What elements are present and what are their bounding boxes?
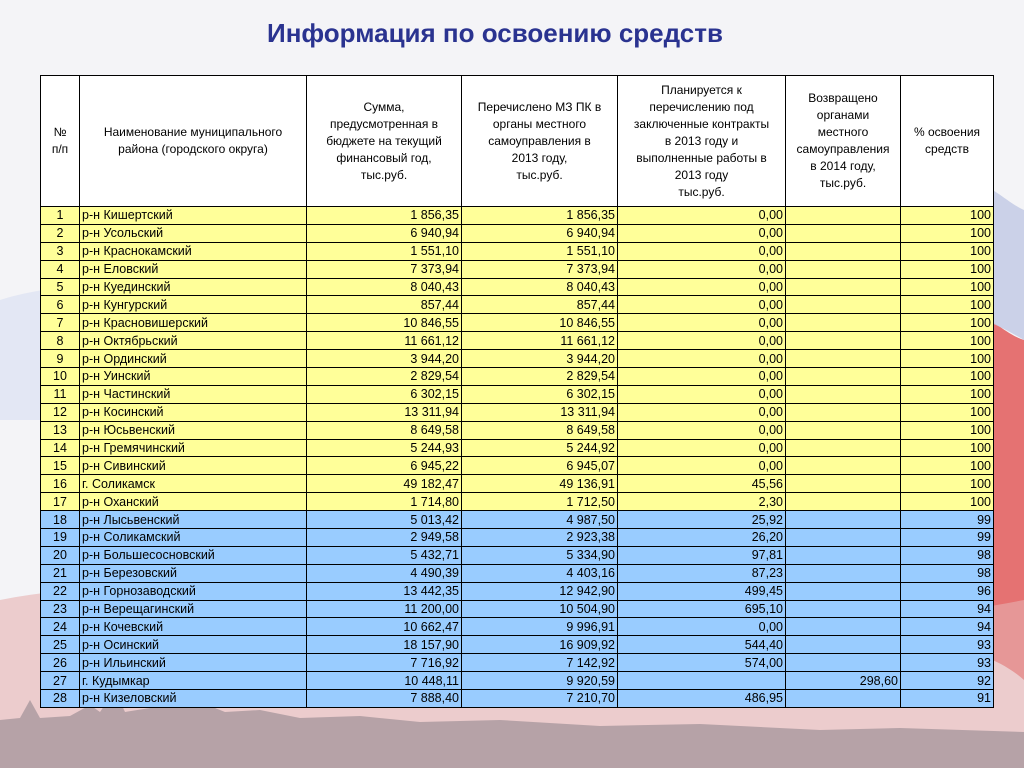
cell-planned: 0,00 <box>618 207 786 225</box>
cell-number: 1 <box>41 207 80 225</box>
header-planned: Планируется к перечислению под заключенные контракты в 2013 году и выполненные работы в 2013 году тыс.руб. <box>618 76 786 207</box>
cell-number: 21 <box>41 564 80 582</box>
cell-number: 5 <box>41 278 80 296</box>
cell-municipality: р-н Красновишерский <box>80 314 307 332</box>
cell-municipality: р-н Березовский <box>80 564 307 582</box>
cell-municipality: г. Кудымкар <box>80 672 307 690</box>
cell-transferred: 49 136,91 <box>462 475 618 493</box>
cell-returned <box>786 314 901 332</box>
cell-municipality: р-н Осинский <box>80 636 307 654</box>
cell-returned <box>786 618 901 636</box>
table-row <box>41 475 994 493</box>
cell-municipality: р-н Уинский <box>80 368 307 386</box>
cell-percent: 100 <box>901 242 994 260</box>
cell-percent: 100 <box>901 421 994 439</box>
cell-budget-sum: 7 888,40 <box>307 690 462 708</box>
header-returned: Возвращено органами местного самоуправления в 2014 году, тыс.руб. <box>786 76 901 207</box>
table-row <box>41 439 994 457</box>
table-row <box>41 690 994 708</box>
header-percent: % освоения средств <box>901 76 994 207</box>
cell-transferred: 1 551,10 <box>462 242 618 260</box>
cell-transferred: 7 210,70 <box>462 690 618 708</box>
cell-percent: 94 <box>901 600 994 618</box>
cell-number: 13 <box>41 421 80 439</box>
cell-municipality: р-н Горнозаводский <box>80 582 307 600</box>
cell-planned: 0,00 <box>618 314 786 332</box>
cell-planned <box>618 672 786 690</box>
cell-number: 19 <box>41 529 80 547</box>
cell-transferred: 7 142,92 <box>462 654 618 672</box>
table-row <box>41 457 994 475</box>
cell-transferred: 6 945,07 <box>462 457 618 475</box>
cell-municipality: р-н Юсьвенский <box>80 421 307 439</box>
cell-returned <box>786 207 901 225</box>
cell-municipality: р-н Соликамский <box>80 529 307 547</box>
cell-transferred: 10 846,55 <box>462 314 618 332</box>
cell-percent: 100 <box>901 332 994 350</box>
cell-planned: 0,00 <box>618 332 786 350</box>
cell-transferred: 7 373,94 <box>462 260 618 278</box>
header-number: № п/п <box>41 76 80 207</box>
cell-percent: 92 <box>901 672 994 690</box>
cell-returned <box>786 564 901 582</box>
cell-budget-sum: 13 442,35 <box>307 582 462 600</box>
cell-municipality: р-н Большесосновский <box>80 546 307 564</box>
cell-transferred: 9 996,91 <box>462 618 618 636</box>
table-row <box>41 421 994 439</box>
cell-budget-sum: 6 302,15 <box>307 385 462 403</box>
cell-number: 16 <box>41 475 80 493</box>
cell-transferred: 5 334,90 <box>462 546 618 564</box>
table-row <box>41 278 994 296</box>
header-municipality: Наименование муниципального района (городского округа) <box>80 76 307 207</box>
cell-planned: 0,00 <box>618 421 786 439</box>
cell-returned <box>786 511 901 529</box>
cell-municipality: р-н Частинский <box>80 385 307 403</box>
table-row <box>41 582 994 600</box>
cell-transferred: 8 040,43 <box>462 278 618 296</box>
cell-budget-sum: 10 662,47 <box>307 618 462 636</box>
cell-returned <box>786 332 901 350</box>
cell-returned <box>786 350 901 368</box>
table-row <box>41 493 994 511</box>
cell-returned <box>786 493 901 511</box>
table-row <box>41 242 994 260</box>
cell-planned: 26,20 <box>618 529 786 547</box>
cell-percent: 100 <box>901 368 994 386</box>
cell-transferred: 2 923,38 <box>462 529 618 547</box>
table-row <box>41 511 994 529</box>
page-title: Информация по освоению средств <box>267 18 723 48</box>
cell-number: 22 <box>41 582 80 600</box>
cell-planned: 0,00 <box>618 368 786 386</box>
cell-planned: 0,00 <box>618 296 786 314</box>
cell-planned: 0,00 <box>618 242 786 260</box>
cell-budget-sum: 49 182,47 <box>307 475 462 493</box>
cell-transferred: 6 302,15 <box>462 385 618 403</box>
cell-municipality: р-н Лысьвенский <box>80 511 307 529</box>
cell-number: 2 <box>41 224 80 242</box>
cell-municipality: р-н Сивинский <box>80 457 307 475</box>
cell-municipality: р-н Оханский <box>80 493 307 511</box>
cell-number: 14 <box>41 439 80 457</box>
cell-planned: 2,30 <box>618 493 786 511</box>
cell-returned <box>786 403 901 421</box>
cell-municipality: р-н Косинский <box>80 403 307 421</box>
cell-percent: 100 <box>901 439 994 457</box>
cell-transferred: 1 856,35 <box>462 207 618 225</box>
table-row <box>41 368 994 386</box>
table-row <box>41 529 994 547</box>
cell-planned: 0,00 <box>618 278 786 296</box>
cell-returned <box>786 260 901 278</box>
cell-budget-sum: 8 649,58 <box>307 421 462 439</box>
cell-number: 6 <box>41 296 80 314</box>
cell-percent: 100 <box>901 457 994 475</box>
cell-budget-sum: 1 551,10 <box>307 242 462 260</box>
cell-number: 12 <box>41 403 80 421</box>
cell-transferred: 2 829,54 <box>462 368 618 386</box>
table-row <box>41 350 994 368</box>
header-transferred: Перечислено МЗ ПК в органы местного самоуправления в 2013 году, тыс.руб. <box>462 76 618 207</box>
cell-number: 28 <box>41 690 80 708</box>
cell-percent: 99 <box>901 511 994 529</box>
cell-number: 24 <box>41 618 80 636</box>
cell-percent: 96 <box>901 582 994 600</box>
cell-number: 26 <box>41 654 80 672</box>
cell-planned: 0,00 <box>618 260 786 278</box>
cell-budget-sum: 5 013,42 <box>307 511 462 529</box>
cell-percent: 94 <box>901 618 994 636</box>
cell-percent: 100 <box>901 224 994 242</box>
cell-percent: 100 <box>901 385 994 403</box>
cell-number: 11 <box>41 385 80 403</box>
table-row <box>41 564 994 582</box>
cell-returned <box>786 278 901 296</box>
table-row <box>41 672 994 690</box>
cell-returned <box>786 690 901 708</box>
cell-number: 17 <box>41 493 80 511</box>
cell-municipality: р-н Куединский <box>80 278 307 296</box>
cell-municipality: г. Соликамск <box>80 475 307 493</box>
cell-budget-sum: 18 157,90 <box>307 636 462 654</box>
cell-percent: 99 <box>901 529 994 547</box>
cell-returned <box>786 368 901 386</box>
cell-planned: 486,95 <box>618 690 786 708</box>
cell-returned <box>786 242 901 260</box>
cell-percent: 93 <box>901 654 994 672</box>
cell-returned <box>786 546 901 564</box>
table-row <box>41 654 994 672</box>
cell-returned <box>786 296 901 314</box>
cell-municipality: р-н Гремячинский <box>80 439 307 457</box>
cell-transferred: 4 987,50 <box>462 511 618 529</box>
table-row <box>41 618 994 636</box>
cell-budget-sum: 5 244,93 <box>307 439 462 457</box>
table-row <box>41 332 994 350</box>
cell-planned: 25,92 <box>618 511 786 529</box>
cell-budget-sum: 7 716,92 <box>307 654 462 672</box>
cell-planned: 87,23 <box>618 564 786 582</box>
table-row <box>41 600 994 618</box>
cell-budget-sum: 11 661,12 <box>307 332 462 350</box>
header-budget-sum: Сумма, предусмотренная в бюджете на текущий финансовый год, тыс.руб. <box>307 76 462 207</box>
cell-transferred: 5 244,92 <box>462 439 618 457</box>
cell-number: 7 <box>41 314 80 332</box>
cell-transferred: 857,44 <box>462 296 618 314</box>
cell-budget-sum: 13 311,94 <box>307 403 462 421</box>
cell-planned: 97,81 <box>618 546 786 564</box>
cell-returned <box>786 224 901 242</box>
cell-returned <box>786 475 901 493</box>
cell-budget-sum: 6 945,22 <box>307 457 462 475</box>
cell-percent: 100 <box>901 260 994 278</box>
cell-budget-sum: 1 714,80 <box>307 493 462 511</box>
cell-municipality: р-н Краснокамский <box>80 242 307 260</box>
table-row <box>41 403 994 421</box>
cell-transferred: 8 649,58 <box>462 421 618 439</box>
cell-number: 10 <box>41 368 80 386</box>
cell-number: 25 <box>41 636 80 654</box>
cell-planned: 0,00 <box>618 350 786 368</box>
cell-planned: 695,10 <box>618 600 786 618</box>
cell-number: 8 <box>41 332 80 350</box>
table-row <box>41 260 994 278</box>
cell-returned <box>786 385 901 403</box>
cell-budget-sum: 7 373,94 <box>307 260 462 278</box>
cell-budget-sum: 11 200,00 <box>307 600 462 618</box>
table-body <box>41 207 994 708</box>
cell-municipality: р-н Усольский <box>80 224 307 242</box>
cell-planned: 45,56 <box>618 475 786 493</box>
table-row <box>41 296 994 314</box>
cell-municipality: р-н Верещагинский <box>80 600 307 618</box>
cell-returned <box>786 600 901 618</box>
cell-percent: 93 <box>901 636 994 654</box>
cell-planned: 0,00 <box>618 385 786 403</box>
cell-municipality: р-н Кунгурский <box>80 296 307 314</box>
funds-table <box>40 75 994 708</box>
table-row <box>41 224 994 242</box>
cell-number: 4 <box>41 260 80 278</box>
cell-budget-sum: 3 944,20 <box>307 350 462 368</box>
cell-transferred: 12 942,90 <box>462 582 618 600</box>
cell-number: 27 <box>41 672 80 690</box>
cell-transferred: 10 504,90 <box>462 600 618 618</box>
cell-percent: 91 <box>901 690 994 708</box>
cell-budget-sum: 10 846,55 <box>307 314 462 332</box>
cell-returned <box>786 421 901 439</box>
cell-budget-sum: 857,44 <box>307 296 462 314</box>
cell-number: 9 <box>41 350 80 368</box>
cell-transferred: 1 712,50 <box>462 493 618 511</box>
cell-transferred: 6 940,94 <box>462 224 618 242</box>
table-row <box>41 385 994 403</box>
cell-municipality: р-н Кочевский <box>80 618 307 636</box>
cell-transferred: 3 944,20 <box>462 350 618 368</box>
cell-returned <box>786 636 901 654</box>
cell-transferred: 11 661,12 <box>462 332 618 350</box>
cell-municipality: р-н Октябрьский <box>80 332 307 350</box>
cell-budget-sum: 8 040,43 <box>307 278 462 296</box>
cell-returned <box>786 529 901 547</box>
cell-percent: 98 <box>901 546 994 564</box>
cell-municipality: р-н Кишертский <box>80 207 307 225</box>
cell-planned: 499,45 <box>618 582 786 600</box>
cell-planned: 0,00 <box>618 224 786 242</box>
cell-percent: 100 <box>901 350 994 368</box>
cell-returned <box>786 654 901 672</box>
cell-budget-sum: 1 856,35 <box>307 207 462 225</box>
cell-number: 15 <box>41 457 80 475</box>
cell-number: 3 <box>41 242 80 260</box>
table-row <box>41 546 994 564</box>
cell-percent: 100 <box>901 493 994 511</box>
cell-transferred: 13 311,94 <box>462 403 618 421</box>
cell-planned: 574,00 <box>618 654 786 672</box>
cell-percent: 100 <box>901 207 994 225</box>
cell-percent: 100 <box>901 314 994 332</box>
cell-municipality: р-н Кизеловский <box>80 690 307 708</box>
cell-returned <box>786 439 901 457</box>
cell-transferred: 9 920,59 <box>462 672 618 690</box>
cell-budget-sum: 10 448,11 <box>307 672 462 690</box>
cell-number: 20 <box>41 546 80 564</box>
cell-planned: 0,00 <box>618 439 786 457</box>
cell-budget-sum: 2 949,58 <box>307 529 462 547</box>
cell-municipality: р-н Еловский <box>80 260 307 278</box>
cell-transferred: 16 909,92 <box>462 636 618 654</box>
cell-returned <box>786 582 901 600</box>
cell-number: 18 <box>41 511 80 529</box>
cell-percent: 100 <box>901 296 994 314</box>
cell-municipality: р-н Ильинский <box>80 654 307 672</box>
cell-returned <box>786 457 901 475</box>
table-row <box>41 636 994 654</box>
cell-budget-sum: 5 432,71 <box>307 546 462 564</box>
cell-budget-sum: 6 940,94 <box>307 224 462 242</box>
cell-percent: 100 <box>901 403 994 421</box>
table-row <box>41 314 994 332</box>
cell-returned: 298,60 <box>786 672 901 690</box>
cell-percent: 100 <box>901 278 994 296</box>
cell-budget-sum: 4 490,39 <box>307 564 462 582</box>
cell-planned: 544,40 <box>618 636 786 654</box>
cell-planned: 0,00 <box>618 403 786 421</box>
cell-percent: 98 <box>901 564 994 582</box>
cell-planned: 0,00 <box>618 618 786 636</box>
cell-transferred: 4 403,16 <box>462 564 618 582</box>
cell-planned: 0,00 <box>618 457 786 475</box>
cell-number: 23 <box>41 600 80 618</box>
cell-budget-sum: 2 829,54 <box>307 368 462 386</box>
table-header-row <box>41 76 994 207</box>
cell-percent: 100 <box>901 475 994 493</box>
cell-municipality: р-н Ординский <box>80 350 307 368</box>
table-row <box>41 207 994 225</box>
